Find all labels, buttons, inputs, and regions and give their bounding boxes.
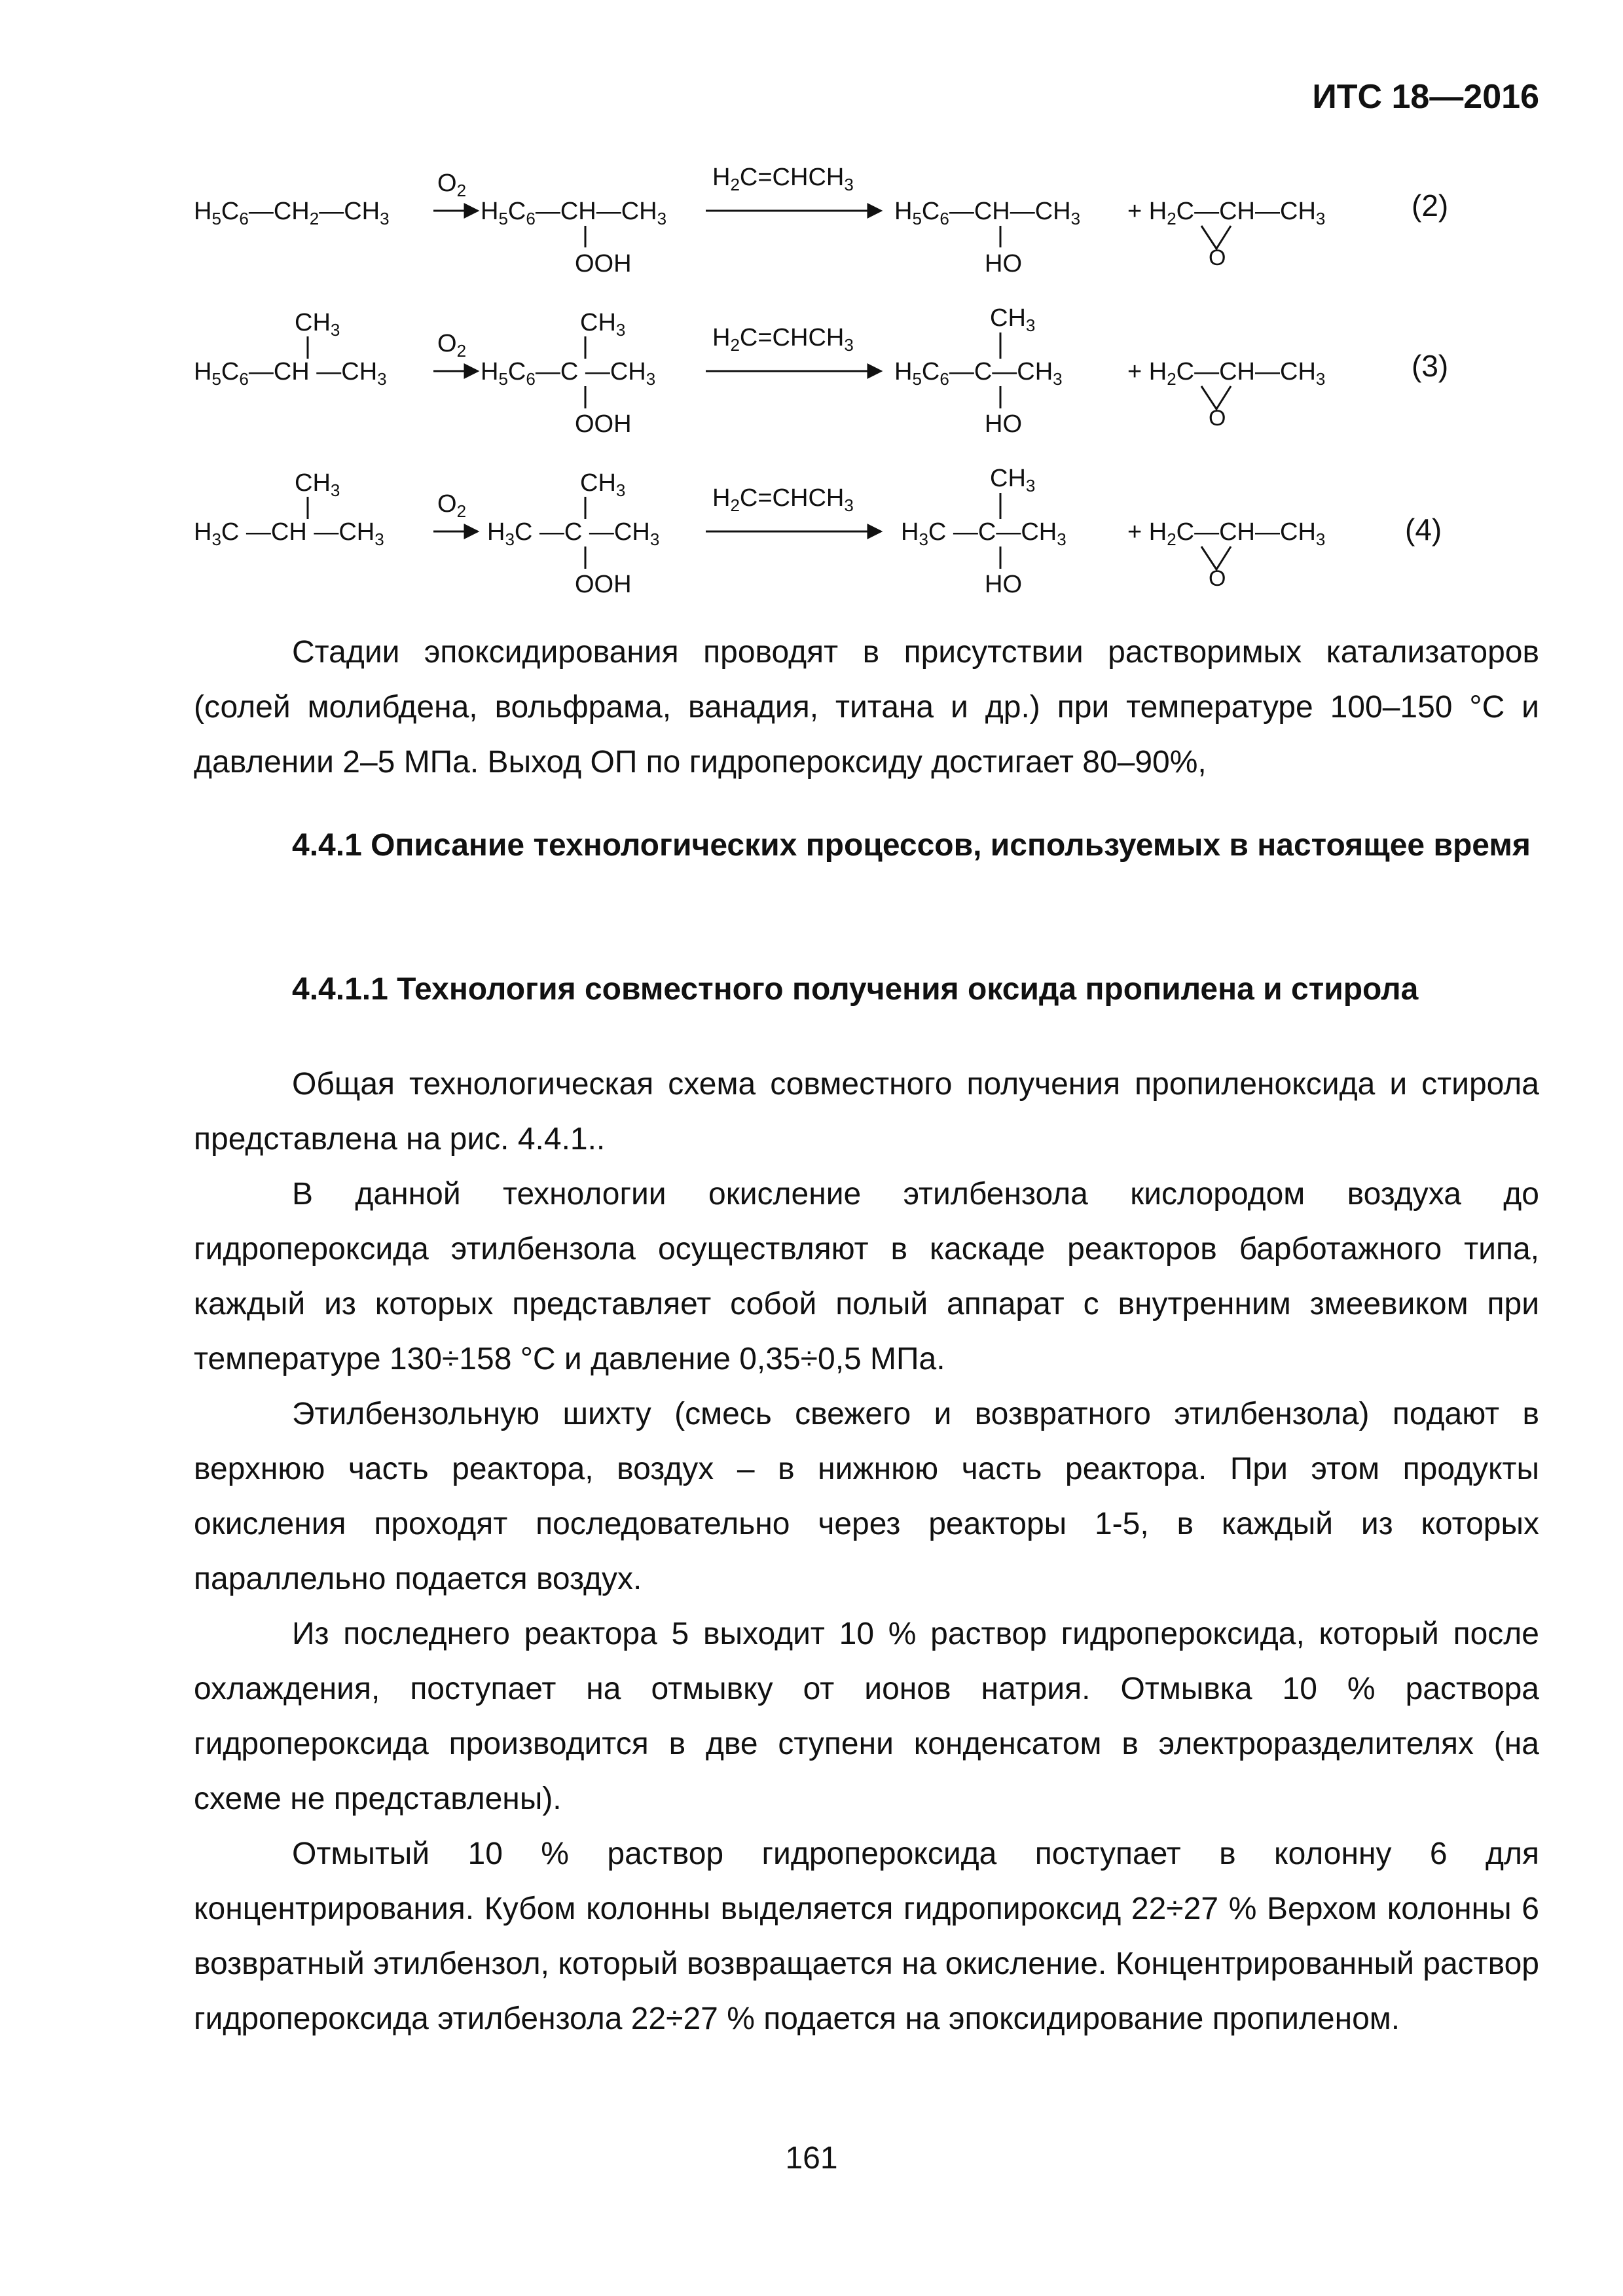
reactant: $H_5C_6—CH_2—CH_3$ bbox=[194, 198, 390, 228]
paragraph: Общая технологическая схема совместного получения пропиленоксида и стирола представлена на рис. 4.4.1.. bbox=[194, 1067, 1539, 1157]
oxidant-o2: $O_2$ bbox=[437, 490, 467, 521]
propylene-reagent: $H_2C=CHCH_3$ bbox=[712, 164, 854, 194]
product-ho: HO bbox=[985, 410, 1022, 438]
heading: 4.4.1 Описание технологических процессов, используемых в настоящее время bbox=[292, 828, 1531, 863]
epoxide: + $H_2C—CH—CH_3$ bbox=[1127, 358, 1326, 389]
paragraph: Этилбензольную шихту (смесь свежего и возвратного этилбензола) подают в верхнюю часть реактора, воздух – в нижнюю часть реактора. При этом продукты окисления проходят последовательно через реакторы 1-5, в каждый из которых параллельно подается воздух. bbox=[194, 1397, 1539, 1596]
intermediate-ooh: OOH bbox=[575, 571, 632, 598]
paragraph: Отмытый 10 % раствор гидропероксида поступает в колонну 6 для концентрирования. Кубом колонны выделяется гидропироксид 22÷27 % Верхом колонны 6 возвратный этилбензол, который возвращается на окисление. Концентрированный раствор гидропероксида этилбензола 22÷27 % подается на эпоксидирование пропиленом. bbox=[194, 1837, 1539, 2036]
epoxide: + $H_2C—CH—CH_3$ bbox=[1127, 518, 1326, 549]
product: $H_5C_6—C—CH_3$ bbox=[894, 358, 1063, 389]
product-ho: HO bbox=[985, 250, 1022, 278]
text-block-2 bbox=[194, 1057, 1539, 2047]
paragraph: Из последнего реактора 5 выходит 10 % раствор гидропероксида, который после охлаждения, поступает на отмывку от ионов натрия. Отмывка 10 % раствора гидропероксида производится в две ступени конденсатом в электроразделителях (на схеме не представлены). bbox=[194, 1617, 1539, 1816]
document-code: ИТС 18—2016 bbox=[1312, 78, 1539, 116]
svg-text:CH3: $CH_3$ bbox=[295, 469, 340, 500]
oxidant-o2: $O_2$ bbox=[437, 330, 467, 361]
propylene-reagent: $H_2C=CHCH_3$ bbox=[712, 484, 854, 515]
epoxide-oxygen: O bbox=[1209, 406, 1226, 431]
svg-text:CH3: $CH_3$ bbox=[580, 309, 626, 340]
product: $H_5C_6—CH—CH_3$ bbox=[894, 198, 1081, 228]
svg-text:CH3: $CH_3$ bbox=[990, 304, 1036, 335]
paragraph: Стадии эпоксидирования проводят в присутствии растворимых катализаторов (солей молибдена, вольфрама, ванадия, титана и др.) при температуре 100–150 °С и давлении 2–5 МПа. Выход ОП по гидропероксиду достигает 80–90%, bbox=[194, 635, 1539, 780]
intermediate-ooh: OOH bbox=[575, 410, 632, 438]
intermediate: $H_5C_6—CH—CH_3$ bbox=[481, 198, 667, 228]
product: $H_3C$ $—C—CH_3$ bbox=[901, 518, 1067, 549]
epoxide-oxygen: O bbox=[1209, 566, 1226, 591]
intermediate: $H_5C_6—C$ $—CH_3$ bbox=[481, 358, 656, 389]
text-block-1 bbox=[194, 625, 1539, 790]
reaction-number: (3) bbox=[1412, 349, 1449, 383]
reaction-number: (4) bbox=[1405, 512, 1442, 547]
propylene-reagent: $H_2C=CHCH_3$ bbox=[712, 324, 854, 355]
product-ho: HO bbox=[985, 571, 1022, 598]
intermediate-ooh: OOH bbox=[575, 250, 632, 278]
svg-text:CH3: $CH_3$ bbox=[990, 465, 1036, 495]
section-heading-4-4-1-1 bbox=[194, 962, 1539, 1017]
reaction-2 bbox=[194, 164, 1448, 278]
reaction-3 bbox=[194, 304, 1448, 438]
intermediate: $H_3C$ —C $—CH_3$ bbox=[487, 518, 660, 549]
oxidant-o2: $O_2$ bbox=[437, 170, 467, 200]
reactant: $H_5C_6—CH$ $—CH_3$ bbox=[194, 358, 387, 389]
svg-text:CH3: $CH_3$ bbox=[580, 469, 626, 500]
reaction-schemes bbox=[0, 0, 1623, 628]
reactant: $H_3C$ —CH $—CH_3$ bbox=[194, 518, 384, 549]
reaction-4 bbox=[194, 465, 1442, 598]
paragraph: В данной технологии окисление этилбензола кислородом воздуха до гидропероксида этилбензола осуществляют в каскаде реакторов барботажного типа, каждый из которых представляет собой полый аппарат с внутренним змеевиком при температуре 130÷158 °С и давление 0,35÷0,5 МПа. bbox=[194, 1177, 1539, 1376]
epoxide: + $H_2C—CH—CH_3$ bbox=[1127, 198, 1326, 228]
reaction-number: (2) bbox=[1412, 188, 1449, 223]
epoxide-oxygen: O bbox=[1209, 245, 1226, 270]
section-heading-4-4-1 bbox=[194, 818, 1539, 873]
svg-text:CH3: $CH_3$ bbox=[295, 309, 340, 340]
page-number: 161 bbox=[785, 2141, 838, 2176]
heading: 4.4.1.1 Технология совместного получения оксида пропилена и стирола bbox=[292, 972, 1419, 1007]
